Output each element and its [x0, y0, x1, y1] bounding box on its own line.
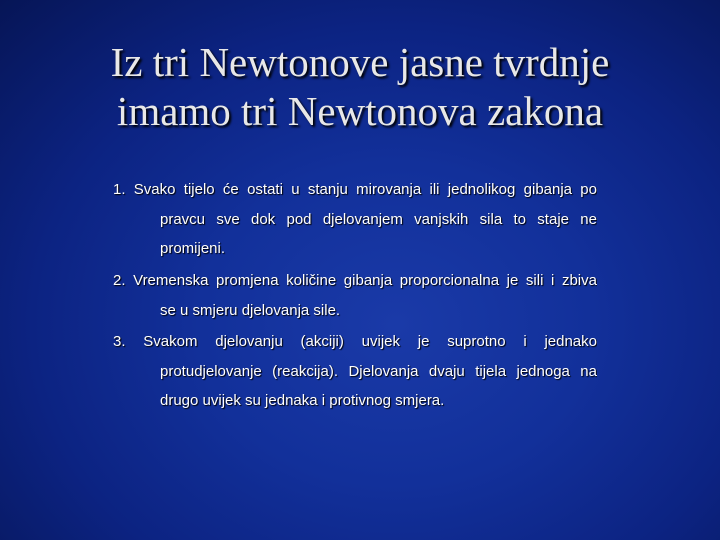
- law-3-line-3: drugo uvijek su jednaka i protivnog smjera.: [160, 392, 445, 409]
- law-1-line-2: pravcu sve dok pod djelovanjem vanjskih sila to staje ne: [160, 210, 597, 228]
- law-1-line-1: 1. Svako tijelo će ostati u stanju mirovanja ili jednolikog gibanja po: [113, 181, 597, 198]
- law-2: [113, 266, 597, 325]
- law-2-line-1: 2. Vremenska promjena količine gibanja proporcionalna je sili i zbiva: [113, 272, 597, 289]
- law-3: [113, 327, 597, 416]
- law-3-line-1: 3. Svakom djelovanju (akciji) uvijek je suprotno i jednako: [113, 333, 597, 350]
- law-1: [113, 175, 597, 264]
- title-line-2: imamo tri Newtonova zakona: [116, 88, 604, 134]
- law-1-line-3: promijeni.: [160, 240, 226, 257]
- law-3-line-2: protudjelovanje (reakcija). Djelovanja dvaju tijela jednoga na: [160, 362, 597, 380]
- law-2-line-2: se u smjeru djelovanja sile.: [160, 301, 341, 319]
- title-line-1: Iz tri Newtonove jasne tvrdnje: [110, 39, 610, 85]
- slide-title: [20, 38, 700, 136]
